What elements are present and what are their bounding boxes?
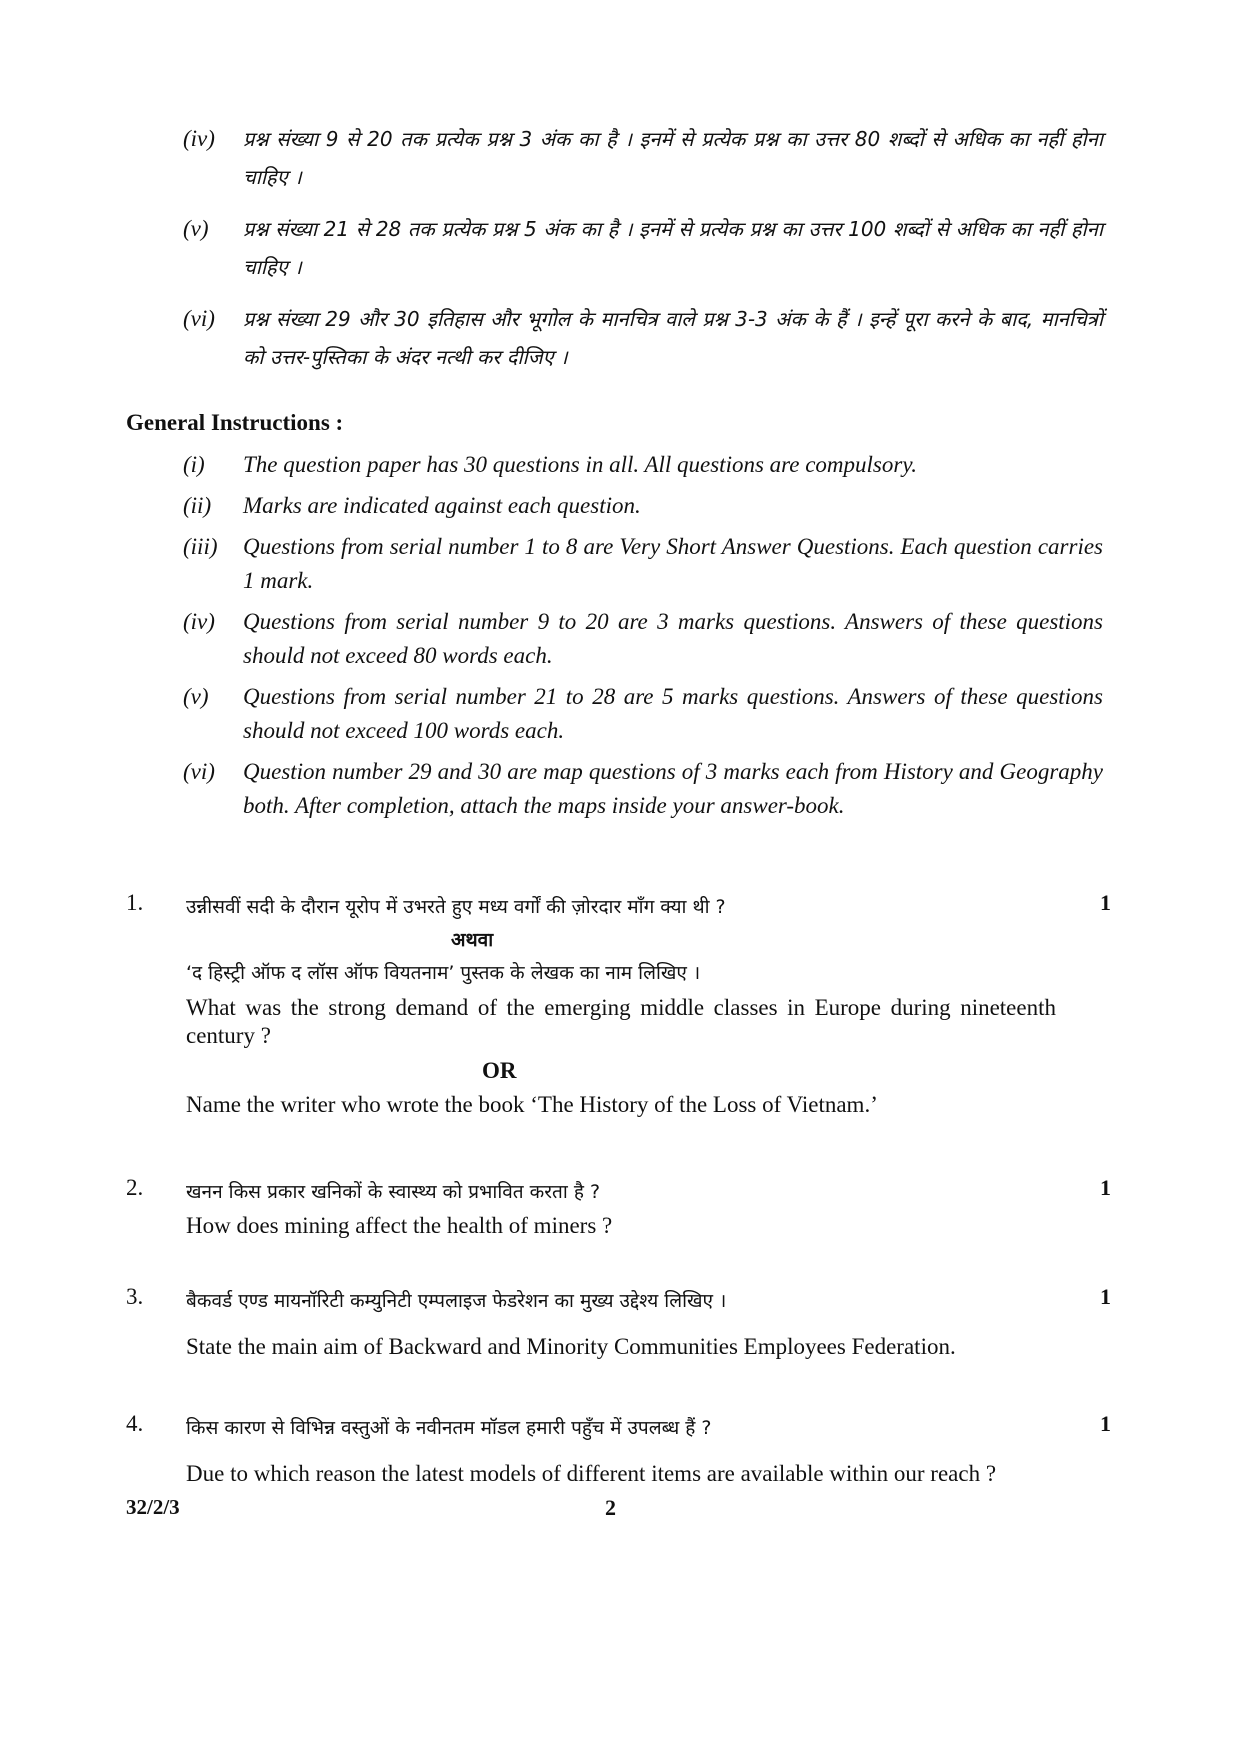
- or-separator-english: OR: [482, 1058, 517, 1083]
- instruction-text: प्रश्न संख्या 21 से 28 तक प्रत्येक प्रश्न 5 अंक का है । इनमें से प्रत्येक प्रश्न का उत्तर 100 शब्दों से अधिक का नहीं होना चाहिए ।: [243, 217, 1103, 279]
- question-alt-text-english: Name the writer who wrote the book ‘The History of the Loss of Vietnam.’: [186, 1092, 878, 1117]
- instruction-text: The question paper has 30 questions in all. All questions are compulsory.: [243, 452, 918, 477]
- question-alt-text-hindi: ‘द हिस्ट्री ऑफ द लॉस ऑफ वियतनाम’ पुस्तक के लेखक का नाम लिखिए ।: [186, 962, 701, 984]
- question-3: [126, 1284, 1111, 1364]
- instruction-number: (ii): [183, 493, 212, 518]
- question-text-english: Due to which reason the latest models of different items are available within our reach ?: [186, 1461, 997, 1486]
- hindi-instructions: [183, 120, 1103, 390]
- instruction-number: (iv): [183, 609, 215, 634]
- instruction-number: (v): [183, 684, 209, 709]
- instruction-number: (vi): [183, 306, 215, 331]
- instruction-number: (v): [183, 216, 209, 241]
- general-instructions-heading: General Instructions :: [126, 410, 344, 435]
- question-number: 1.: [126, 890, 144, 915]
- question-text-english: How does mining affect the health of miners ?: [186, 1213, 613, 1238]
- instruction-text: Question number 29 and 30 are map questions of 3 marks each from History and Geography both. After completion, attach the maps inside your answer-book.: [243, 759, 1103, 818]
- instruction-number: (i): [183, 452, 205, 477]
- english-instruction-item: [183, 755, 1103, 823]
- question-2: [126, 1175, 1111, 1243]
- instruction-text: Questions from serial number 21 to 28 are 5 marks questions. Answers of these questions should not exceed 100 words each.: [243, 684, 1103, 743]
- instruction-number: (iii): [183, 534, 218, 559]
- question-marks: 1: [1100, 1284, 1111, 1309]
- question-text-hindi: किस कारण से विभिन्न वस्तुओं के नवीनतम मॉडल हमारी पहुँच में उपलब्ध हैं ?: [186, 1417, 712, 1439]
- instruction-text: प्रश्न संख्या 9 से 20 तक प्रत्येक प्रश्न 3 अंक का है । इनमें से प्रत्येक प्रश्न का उत्तर 80 शब्दों से अधिक का नहीं होना चाहिए ।: [243, 127, 1103, 189]
- question-marks: 1: [1100, 1175, 1111, 1200]
- question-text-hindi: खनन किस प्रकार खनिकों के स्वास्थ्य को प्रभावित करता है ?: [186, 1181, 601, 1203]
- instruction-number: (vi): [183, 759, 215, 784]
- or-separator-hindi: अथवा: [451, 929, 494, 951]
- english-instruction-item: [183, 680, 1103, 748]
- question-1: [126, 890, 1111, 1122]
- english-instruction-item: [183, 448, 1103, 482]
- question-marks: 1: [1100, 1411, 1111, 1436]
- instruction-text: Marks are indicated against each question.: [243, 493, 641, 518]
- question-text-hindi: उन्नीसवीं सदी के दौरान यूरोप में उभरते हुए मध्य वर्गों की ज़ोरदार माँग क्या थी ?: [186, 896, 726, 918]
- instruction-text: Questions from serial number 9 to 20 are 3 marks questions. Answers of these questions should not exceed 80 words each.: [243, 609, 1103, 668]
- instruction-number: (iv): [183, 126, 215, 151]
- paper-code: 32/2/3: [126, 1495, 180, 1519]
- question-text-hindi: बैकवर्ड एण्ड मायनॉरिटी कम्युनिटी एम्पलाइज फेडरेशन का मुख्य उद्देश्य लिखिए ।: [186, 1290, 727, 1312]
- question-number: 4.: [126, 1411, 144, 1436]
- instruction-text: प्रश्न संख्या 29 और 30 इतिहास और भूगोल के मानचित्र वाले प्रश्न 3-3 अंक के हैं । इन्हें पूरा करने के बाद, मानचित्रों को उत्तर-पुस्तिका के अंदर नत्थी कर दीजिए ।: [243, 307, 1103, 369]
- hindi-instruction-item: [183, 300, 1103, 376]
- hindi-instruction-item: [183, 120, 1103, 196]
- page-number: 2: [605, 1495, 616, 1520]
- question-number: 3.: [126, 1284, 144, 1309]
- english-instruction-item: [183, 530, 1103, 598]
- instruction-text: Questions from serial number 1 to 8 are Very Short Answer Questions. Each question carries 1 mark.: [243, 534, 1103, 593]
- question-marks: 1: [1100, 890, 1111, 915]
- english-instruction-item: [183, 605, 1103, 673]
- hindi-instruction-item: [183, 210, 1103, 286]
- question-4: [126, 1411, 1111, 1491]
- question-text-english: State the main aim of Backward and Minority Communities Employees Federation.: [186, 1334, 956, 1359]
- question-text-english: What was the strong demand of the emerging middle classes in Europe during nineteenth century ?: [186, 995, 1056, 1048]
- english-instruction-item: [183, 489, 1103, 523]
- question-number: 2.: [126, 1175, 144, 1200]
- english-instructions: [183, 448, 1103, 830]
